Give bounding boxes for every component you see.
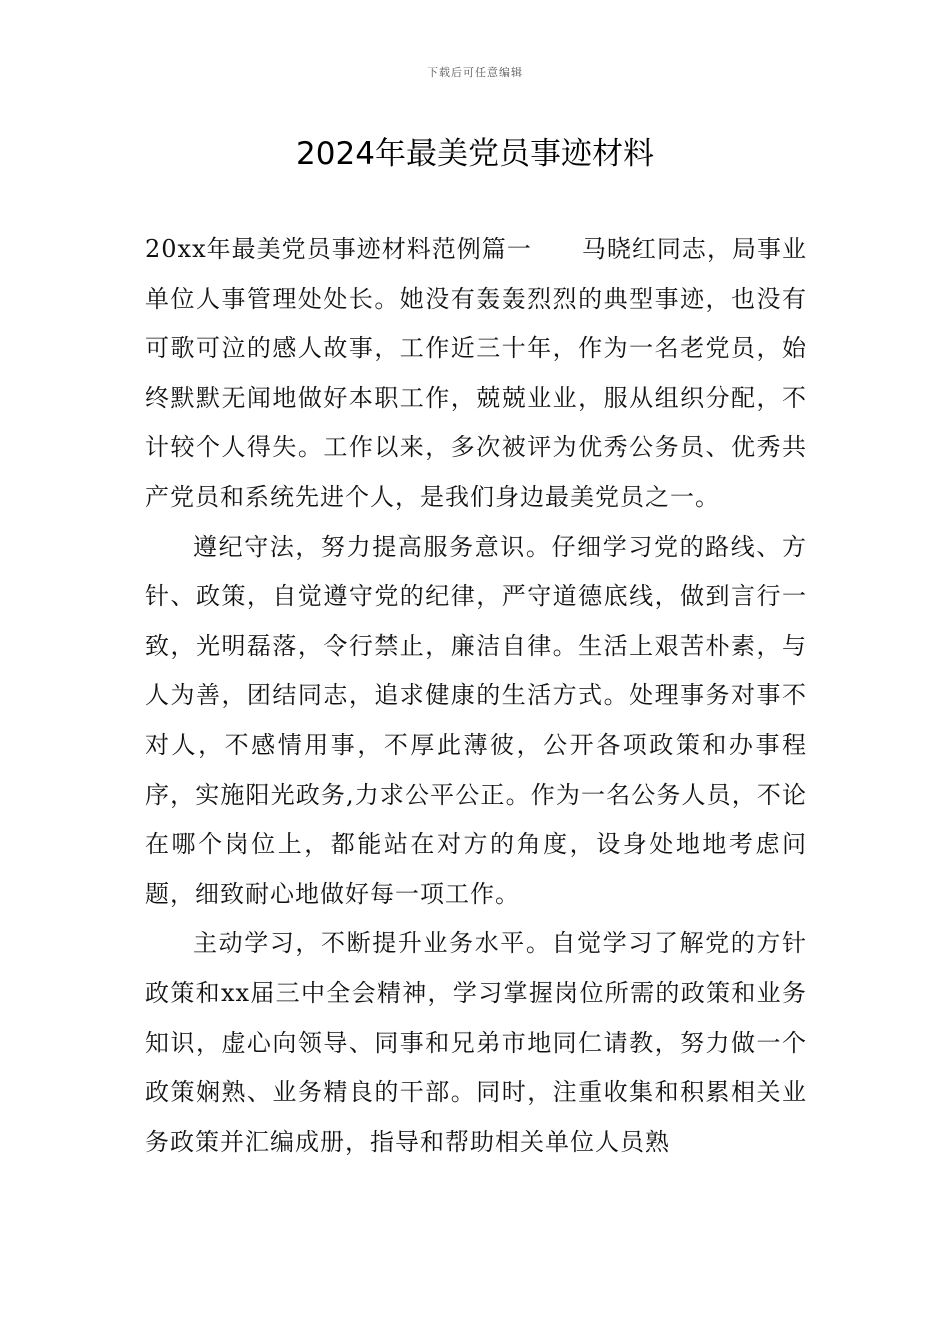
paragraph-learning: 主动学习，不断提升业务水平。自觉学习了解党的方针政策和xx届三中全会精神，学习掌握岗位所需的政策和业务知识，虚心向领导、同事和兄弟市地同仁请教，努力做一个政策娴熟、业务精良的干部。同时，注重收集和积累相关业务政策并汇编成册，指导和帮助相关单位人员熟 bbox=[145, 929, 807, 1156]
document-title: 2024年最美党员事迹材料 bbox=[296, 136, 654, 172]
header-note: 下载后可任意编辑 bbox=[427, 66, 523, 79]
paragraph-intro: 20xx年最美党员事迹材料范例篇一 马晓红同志，局事业单位人事管理处处长。她没有轰轰烈烈的典型事迹，也没有可歌可泣的感人故事，工作近三十年，作为一名老党员，始终默默无闻地做好本职工作，兢兢业业，服从组织分配，不计较个人得失。工作以来，多次被评为优秀公务员、优秀共产党员和系统先进个人，是我们身边最美党员之一。 bbox=[145, 235, 807, 511]
paragraph-discipline: 遵纪守法，努力提高服务意识。仔细学习党的路线、方针、政策，自觉遵守党的纪律，严守道德底线，做到言行一致，光明磊落，令行禁止，廉洁自律。生活上艰苦朴素，与人为善，团结同志，追求健康的生活方式。处理事务对事不对人，不感情用事，不厚此薄彼，公开各项政策和办事程序，实施阳光政务,力求公平公正。作为一名公务人员，不论在哪个岗位上，都能站在对方的角度，设身处地地考虑问题，细致耐心地做好每一项工作。 bbox=[145, 532, 807, 908]
document-body bbox=[145, 225, 807, 1167]
